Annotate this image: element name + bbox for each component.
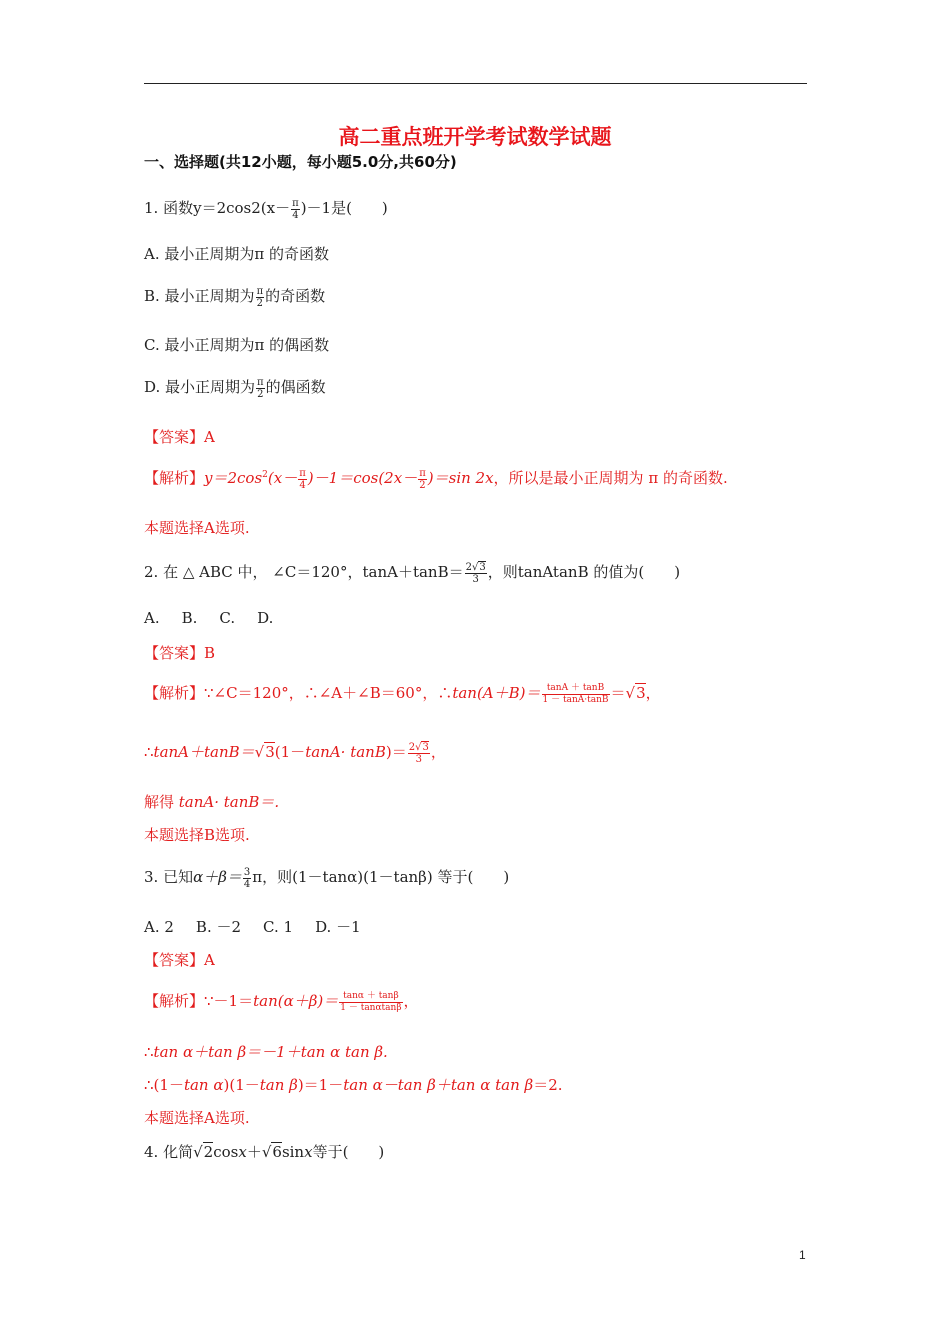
q2-analysis1-frac-num: tanA ＋ tanB <box>542 683 610 695</box>
q3-analysis-line-2 <box>144 1041 388 1062</box>
q3-stem-a: 3. 已知 <box>144 868 194 886</box>
q3-analysis3-e: )＝1－ <box>297 1076 344 1094</box>
q3-option-b: B. －2 <box>195 918 242 936</box>
q1-answer <box>144 426 215 447</box>
q2-fraction <box>465 562 487 585</box>
q2-frac-den: 3 <box>472 573 479 585</box>
q3-analysis-tag: 【解析】 <box>144 992 205 1010</box>
q3-conclusion: 本题选择A选项. <box>144 1109 250 1127</box>
q2-analysis3-a: 解得 <box>144 793 179 811</box>
q2-analysis-line-3 <box>144 791 279 812</box>
q3-answer-tag: 【答案】 <box>144 951 205 969</box>
q2-frac-coef: 2 <box>465 561 472 573</box>
q1-analysis-frac1-num: π <box>299 467 306 479</box>
q3-stem-c: π，则(1－tanα)(1－tanβ) 等于( ) <box>252 868 510 886</box>
q1-analysis-d: )＝sin 2x <box>427 469 494 487</box>
q4-stem-c: ＋ <box>246 1143 262 1161</box>
page-title: 高二重点班开学考试数学试题 <box>338 125 612 149</box>
q3-analysis3-c: )(1－ <box>223 1076 260 1094</box>
q2-analysis1-fraction <box>542 683 610 706</box>
q1-answer-tag: 【答案】 <box>144 428 205 446</box>
q4-rad1: 2 <box>203 1143 214 1161</box>
q2-analysis2-e: )＝ <box>385 743 407 761</box>
q2-frac-rad: 3 <box>479 561 486 573</box>
q2-option-b: B. <box>181 609 198 627</box>
q2-analysis-tag: 【解析】 <box>144 684 205 702</box>
q4-var1: x <box>238 1143 247 1161</box>
q1-frac-den: 4 <box>292 209 299 221</box>
q2-conclusion: 本题选择B选项. <box>144 826 250 844</box>
q2-answer <box>144 642 215 663</box>
q2-analysis1-b: tan(A＋B)＝ <box>452 684 541 702</box>
q1-optd-frac-den: 2 <box>257 388 264 400</box>
q1-optd-frac-num: π <box>257 376 264 388</box>
header-rule <box>144 83 807 84</box>
q2-answer-value: B <box>204 644 216 662</box>
q1-analysis-a: y＝2cos <box>204 469 263 487</box>
q2-analysis2-frac-coef: 2 <box>408 741 416 753</box>
q1-option-d <box>144 376 326 400</box>
q2-answer-tag: 【答案】 <box>144 644 205 662</box>
q2-options <box>144 609 273 627</box>
q1-optd-fraction <box>256 377 265 400</box>
q2-analysis1-c: ＝ <box>610 684 626 702</box>
q3-analysis1-frac-num: tanα ＋ tanβ <box>339 991 402 1003</box>
q1-analysis-e: ，所以是最小正周期为 π 的奇函数. <box>493 469 728 487</box>
q3-analysis3-g: ＝2. <box>533 1076 563 1094</box>
q3-analysis3-a: ∴(1－ <box>144 1076 184 1094</box>
q4-stem-d: sin <box>281 1143 305 1161</box>
q2-analysis1-rad: 3 <box>636 684 646 702</box>
q3-analysis-line-1 <box>144 990 419 1014</box>
q1-optd-prefix: D. 最小正周期为 <box>144 378 256 396</box>
q3-options <box>144 916 361 937</box>
q2-stem-b: tanA＋tanB＝ <box>362 563 464 581</box>
q1-optd-suffix: 的偶函数 <box>265 378 326 396</box>
q2-analysis2-a: ∴ <box>144 743 154 761</box>
q1-answer-value: A <box>204 428 215 446</box>
q2-analysis2-c: (1－ <box>274 743 306 761</box>
q1-optb-frac-den: 2 <box>256 297 264 309</box>
q2-analysis2-frac-rad: 3 <box>422 741 429 753</box>
q4-stem-b: cos <box>213 1143 239 1161</box>
q3-stem-b: α＋β＝ <box>193 868 242 886</box>
q3-analysis3-d: tan β <box>259 1076 298 1094</box>
q4-stem-a: 4. 化简 <box>144 1143 194 1161</box>
q2-stem-c: ，则tanAtanB 的值为( ) <box>487 563 681 581</box>
q1-analysis-tag: 【解析】 <box>144 469 205 487</box>
q1-fraction <box>291 198 300 221</box>
q1-optb-frac-num: π <box>256 285 264 297</box>
q3-analysis3-f: tan α－tan β＋tan α tan β <box>343 1076 534 1094</box>
q3-frac-den: 4 <box>243 878 251 890</box>
q1-analysis-frac2-num: π <box>419 467 426 479</box>
q1-analysis-sup: 2 <box>262 470 268 480</box>
q1-analysis-fraction-2 <box>418 468 427 491</box>
q1-analysis-fraction-1 <box>298 468 307 491</box>
q2-analysis1-frac-den: 1 － tanA·tanB <box>542 694 609 705</box>
q2-analysis2-b: tanA＋tanB＝ <box>153 743 255 761</box>
q4-rad2: 6 <box>272 1143 282 1161</box>
q1-stem <box>144 197 388 221</box>
q3-option-d: D. －1 <box>315 918 361 936</box>
q3-option-c: C. 1 <box>263 918 294 936</box>
q1-analysis <box>144 467 728 491</box>
q1-option-b <box>144 285 325 309</box>
q3-analysis1-c: ， <box>403 992 419 1010</box>
q1-formula-b: )－1是( ) <box>300 199 388 217</box>
q3-analysis2-b: tan α＋tan β＝－1＋tan α tan β. <box>153 1043 388 1061</box>
q2-analysis2-f: ， <box>430 743 446 761</box>
q3-analysis1-a: ∵－1＝ <box>204 992 254 1010</box>
q2-analysis-line-1: 【解析】∵∠C＝120°，∴∠A＋∠B＝60°，∴tan(A＋B)＝ $\frac{\tan A + \tan B}{1 - \tan A\cdot\tan B}$ ＝√3， <box>144 682 661 705</box>
q1-analysis-frac2-den: 2 <box>419 479 426 491</box>
q1-option-a: A. 最小正周期为π 的奇函数 <box>144 245 329 263</box>
q3-answer <box>144 949 215 970</box>
q3-frac-num: 3 <box>243 866 251 878</box>
q1-option-c: C. 最小正周期为π 的偶函数 <box>144 336 330 354</box>
q2-analysis2-d: tanA· tanB <box>305 743 386 761</box>
q4-var2: x <box>304 1143 313 1161</box>
q2-option-a: A. <box>144 609 160 627</box>
q2-analysis-line-2: ∴tanA＋tanB＝√3(1－tanA· tanB)＝ $\frac{2√3}{3}$ ， <box>144 741 446 765</box>
q2-analysis3-b: tanA· tanB＝. <box>178 793 280 811</box>
q3-answer-value: A <box>204 951 215 969</box>
q1-frac-num: π <box>292 197 299 209</box>
q4-stem: 4. 化简√2cosx＋√6sinx等于( ) <box>144 1143 385 1161</box>
q2-analysis2-frac-den: 3 <box>415 753 422 765</box>
q2-analysis2-rad: 3 <box>265 743 275 761</box>
q3-stem <box>144 866 509 890</box>
q2-option-d: D. <box>257 609 274 627</box>
q2-analysis2-frac-num: 2√3 <box>408 741 429 753</box>
q3-analysis1-fraction <box>339 991 402 1014</box>
q1-analysis-c: )－1＝cos(2x－ <box>307 469 418 487</box>
section-header: 一、选择题(共12小题，每小题5.0分,共60分) <box>144 153 457 171</box>
q2-analysis2-fraction <box>408 742 430 765</box>
page-number: 1 <box>799 1248 806 1262</box>
q2-analysis1-d: ， <box>645 684 661 702</box>
q3-analysis-line-3 <box>144 1074 563 1095</box>
q3-fraction <box>243 867 251 890</box>
q2-option-c: C. <box>219 609 236 627</box>
q3-option-a: A. 2 <box>144 918 174 936</box>
q3-analysis1-frac-den: 1 － tanαtanβ <box>340 1002 402 1013</box>
q2-stem-a: 2. 在 △ ABC 中， ∠C＝120°， <box>144 563 363 581</box>
q1-formula-a: y＝2cos2(x－ <box>193 199 291 217</box>
q1-conclusion: 本题选择A选项. <box>144 519 250 537</box>
q1-optb-suffix: 的奇函数 <box>265 287 326 305</box>
q1-stem-prefix: 1. 函数 <box>144 199 194 217</box>
q4-stem-e: 等于( ) <box>312 1143 385 1161</box>
q2-frac-num: 2√3 <box>465 561 486 573</box>
q2-stem <box>144 561 680 585</box>
q3-analysis2-a: ∴ <box>144 1043 154 1061</box>
q1-optb-prefix: B. 最小正周期为 <box>144 287 255 305</box>
q1-analysis-frac1-den: 4 <box>299 479 306 491</box>
q1-optb-fraction <box>256 286 265 309</box>
q3-analysis3-b: tan α <box>183 1076 224 1094</box>
q3-analysis1-b: tan(α＋β)＝ <box>253 992 339 1010</box>
q1-analysis-b: (x－ <box>267 469 298 487</box>
q2-analysis1-a: ∵∠C＝120°，∴∠A＋∠B＝60°，∴ <box>204 684 453 702</box>
